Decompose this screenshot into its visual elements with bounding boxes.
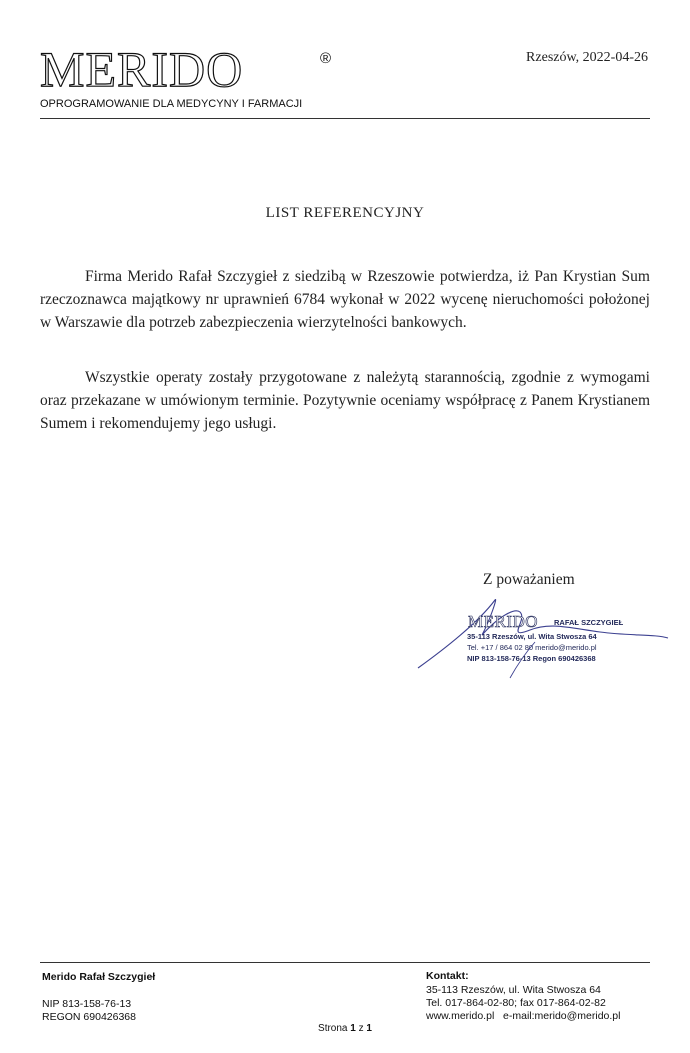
footer-web-email: www.merido.pl e-mail:merido@merido.pl — [426, 1010, 621, 1022]
page-current: 1 — [350, 1023, 356, 1034]
footer-company: Merido Rafał Szczygieł — [42, 971, 156, 983]
letter-paragraph-1 — [40, 265, 650, 334]
stamp-contact: Tel. +17 / 864 02 80 merido@merido.pl — [467, 643, 597, 652]
footer-nip: NIP 813-158-76-13 — [42, 998, 132, 1010]
place-date: Rzeszów, 2022-04-26 — [526, 50, 648, 65]
footer-address: 35-113 Rzeszów, ul. Wita Stwosza 64 — [426, 984, 601, 996]
page-number — [0, 1023, 690, 1034]
paragraph-1-text: Firma Merido Rafał Szczygieł z siedzibą w Rzeszowie potwierdza, iż Pan Krystian Sum rzeczoznawca majątkowy nr uprawnień 6784 wykonał w 2022 wycenę nieruchomości położonej w Warszawie dla potrzeb zabezpieczenia wierzytelności bankowych. — [40, 268, 650, 331]
paragraph-2-text: Wszystkie operaty zostały przygotowane z należytą starannością, zgodnie z wymogami oraz przekazane w umówionym terminie. Pozytywnie oceniamy współpracę z Panem Krystianem Sumem i rekomendujemy jego usługi. — [40, 369, 650, 432]
stamp-ids: NIP 813-158-76-13 Regon 690426368 — [467, 654, 596, 663]
letter-title: LIST REFERENCYJNY — [265, 205, 425, 221]
letterhead-logo: MERIDO — [40, 41, 244, 97]
letter-paragraph-2 — [40, 366, 650, 435]
stamp-owner-name: RAFAŁ SZCZYGIEŁ — [554, 618, 624, 627]
page-prefix: Strona — [318, 1023, 348, 1034]
stamp-address: 35-113 Rzeszów, ul. Wita Stwosza 64 — [467, 632, 597, 641]
letterhead-tagline: OPROGRAMOWANIE DLA MEDYCYNY I FARMACJI — [40, 98, 303, 110]
company-stamp — [455, 612, 665, 682]
page-total: 1 — [366, 1023, 372, 1034]
closing-salutation: Z poważaniem — [483, 571, 575, 588]
footer-contact-label: Kontakt: — [426, 970, 469, 982]
registered-mark: ® — [320, 50, 332, 67]
header-divider — [40, 118, 650, 119]
stamp-logo: MERIDO — [468, 612, 539, 631]
footer-phone-fax: Tel. 017-864-02-80; fax 017-864-02-82 — [426, 997, 606, 1009]
footer-regon: REGON 690426368 — [42, 1011, 136, 1023]
page-sep: z — [358, 1023, 364, 1034]
footer-divider — [40, 962, 650, 963]
